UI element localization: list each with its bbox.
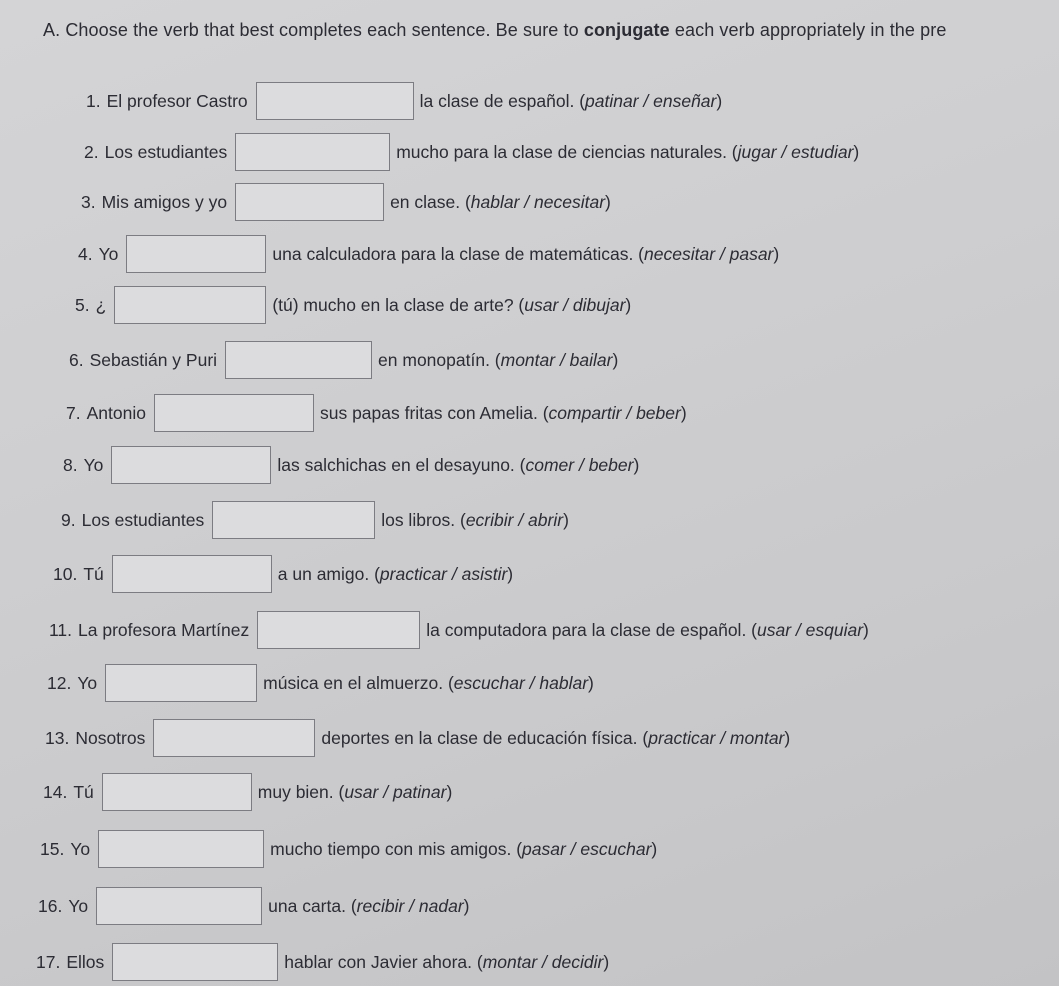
question-subject: Los estudiantes: [104, 141, 228, 162]
question-subject: Mis amigos y yo: [101, 191, 228, 212]
verb-options: compartir / beber: [548, 402, 681, 423]
closing-paren: ): [633, 454, 640, 475]
verb-options: escuchar / hablar: [453, 672, 589, 693]
question-row: [69, 341, 618, 379]
answer-input[interactable]: [98, 830, 264, 868]
question-subject: La profesora Martínez: [78, 619, 250, 640]
question-row: [45, 719, 790, 757]
answer-input[interactable]: [105, 664, 257, 702]
question-number: 14.: [43, 781, 68, 802]
question-subject: Yo: [83, 454, 104, 475]
question-rest: las salchichas en el desayuno. (: [277, 454, 526, 475]
verb-options: jugar / estudiar: [737, 141, 854, 162]
question-rest: en monopatín. (: [378, 349, 501, 370]
closing-paren: ): [863, 619, 869, 640]
verb-options: ecribir / abrir: [465, 509, 564, 530]
verb-options: practicar / asistir: [379, 563, 508, 584]
question-row: [63, 446, 639, 484]
instructions-bold: conjugate: [583, 20, 670, 40]
instructions-text-after: each verb appropriately in the pre: [674, 20, 947, 40]
question-row: [84, 133, 859, 171]
question-rest: muy bien. (: [257, 781, 345, 802]
question-number: 6.: [69, 349, 84, 370]
verb-options: montar / bailar: [500, 349, 613, 370]
question-subject: Tú: [73, 781, 94, 802]
answer-input[interactable]: [225, 341, 372, 379]
closing-paren: ): [651, 838, 658, 859]
question-subject: El profesor Castro: [106, 90, 248, 111]
verb-options: necesitar / pasar: [644, 243, 774, 264]
verb-options: patinar / enseñar: [585, 90, 717, 111]
closing-paren: ): [716, 90, 723, 111]
question-rest: música en el almuerzo. (: [263, 672, 454, 693]
verb-options: comer / beber: [525, 454, 634, 475]
closing-paren: ): [773, 243, 780, 264]
question-number: 1.: [86, 90, 101, 111]
closing-paren: ): [784, 727, 791, 748]
answer-input[interactable]: [112, 943, 278, 981]
question-rest: deportes en la clase de educación física. (: [321, 727, 649, 748]
question-number: 17.: [36, 951, 61, 972]
answer-input[interactable]: [212, 501, 375, 539]
question-row: [75, 286, 631, 324]
question-row: [66, 394, 687, 432]
answer-input[interactable]: [235, 183, 384, 221]
question-row: [38, 887, 470, 925]
question-subject: Antonio: [86, 402, 146, 423]
question-subject: Los estudiantes: [81, 509, 205, 530]
question-number: 4.: [78, 243, 93, 264]
question-row: [78, 235, 779, 273]
instructions-text: Choose the verb that best completes each sentence. Be sure to: [65, 20, 579, 40]
question-rest: la clase de español. (: [419, 90, 586, 111]
question-row: [61, 501, 569, 539]
verb-options: usar / esquiar: [757, 619, 864, 640]
question-number: 7.: [66, 402, 81, 423]
question-number: 9.: [61, 509, 76, 530]
answer-input[interactable]: [126, 235, 266, 273]
question-number: 10.: [53, 563, 78, 584]
question-subject: Yo: [98, 243, 119, 264]
closing-paren: ): [680, 402, 687, 423]
answer-input[interactable]: [96, 887, 262, 925]
question-number: 2.: [84, 141, 99, 162]
closing-paren: ): [605, 191, 611, 212]
question-rest: una calculadora para la clase de matemáticas. (: [272, 243, 645, 264]
question-rest: mucho tiempo con mis amigos. (: [270, 838, 523, 859]
closing-paren: ): [446, 781, 453, 802]
closing-paren: ): [603, 951, 610, 972]
question-row: [86, 82, 722, 120]
closing-paren: ): [507, 563, 514, 584]
question-subject: Tú: [83, 563, 104, 584]
verb-options: usar / patinar: [344, 781, 447, 802]
question-row: [53, 555, 513, 593]
answer-input[interactable]: [111, 446, 271, 484]
question-rest: hablar con Javier ahora. (: [284, 951, 483, 972]
question-row: [43, 773, 452, 811]
answer-input[interactable]: [257, 611, 420, 649]
question-rest: en clase. (: [390, 191, 471, 212]
question-rest: (tú) mucho en la clase de arte? (: [272, 294, 525, 315]
question-number: 12.: [47, 672, 72, 693]
question-rest: los libros. (: [381, 509, 466, 530]
closing-paren: ): [612, 349, 619, 370]
question-number: 16.: [38, 895, 63, 916]
question-subject: ¿: [95, 294, 107, 315]
answer-input[interactable]: [114, 286, 266, 324]
question-row: [49, 611, 869, 649]
question-subject: Nosotros: [75, 727, 146, 748]
verb-options: montar / decidir: [482, 951, 604, 972]
question-subject: Yo: [77, 672, 98, 693]
closing-paren: ): [563, 509, 569, 530]
closing-paren: ): [853, 141, 860, 162]
question-rest: a un amigo. (: [277, 563, 380, 584]
answer-input[interactable]: [153, 719, 315, 757]
question-row: [47, 664, 594, 702]
answer-input[interactable]: [256, 82, 414, 120]
answer-input[interactable]: [112, 555, 272, 593]
question-subject: Sebastián y Puri: [89, 349, 218, 370]
question-number: 13.: [45, 727, 70, 748]
verb-options: recibir / nadar: [356, 895, 464, 916]
verb-options: hablar / necesitar: [470, 191, 606, 212]
answer-input[interactable]: [102, 773, 252, 811]
question-number: 11.: [49, 619, 73, 640]
verb-options: usar / dibujar: [524, 294, 626, 315]
section-label: A.: [43, 20, 61, 40]
instructions: [43, 20, 1059, 41]
verb-options: practicar / montar: [648, 727, 785, 748]
question-subject: Yo: [70, 838, 91, 859]
question-number: 15.: [40, 838, 65, 859]
answer-input[interactable]: [154, 394, 314, 432]
verb-options: pasar / escuchar: [522, 838, 652, 859]
question-row: [36, 943, 609, 981]
question-rest: una carta. (: [268, 895, 357, 916]
closing-paren: ): [625, 294, 632, 315]
question-row: [40, 830, 657, 868]
question-row: [81, 183, 611, 221]
closing-paren: ): [588, 672, 594, 693]
question-number: 8.: [63, 454, 78, 475]
question-rest: sus papas fritas con Amelia. (: [319, 402, 549, 423]
answer-input[interactable]: [235, 133, 390, 171]
question-rest: la computadora para la clase de español. (: [426, 619, 757, 640]
question-number: 3.: [81, 191, 96, 212]
question-subject: Ellos: [66, 951, 105, 972]
closing-paren: ): [463, 895, 470, 916]
question-number: 5.: [75, 294, 90, 315]
question-rest: mucho para la clase de ciencias naturales. (: [396, 141, 738, 162]
question-subject: Yo: [68, 895, 89, 916]
